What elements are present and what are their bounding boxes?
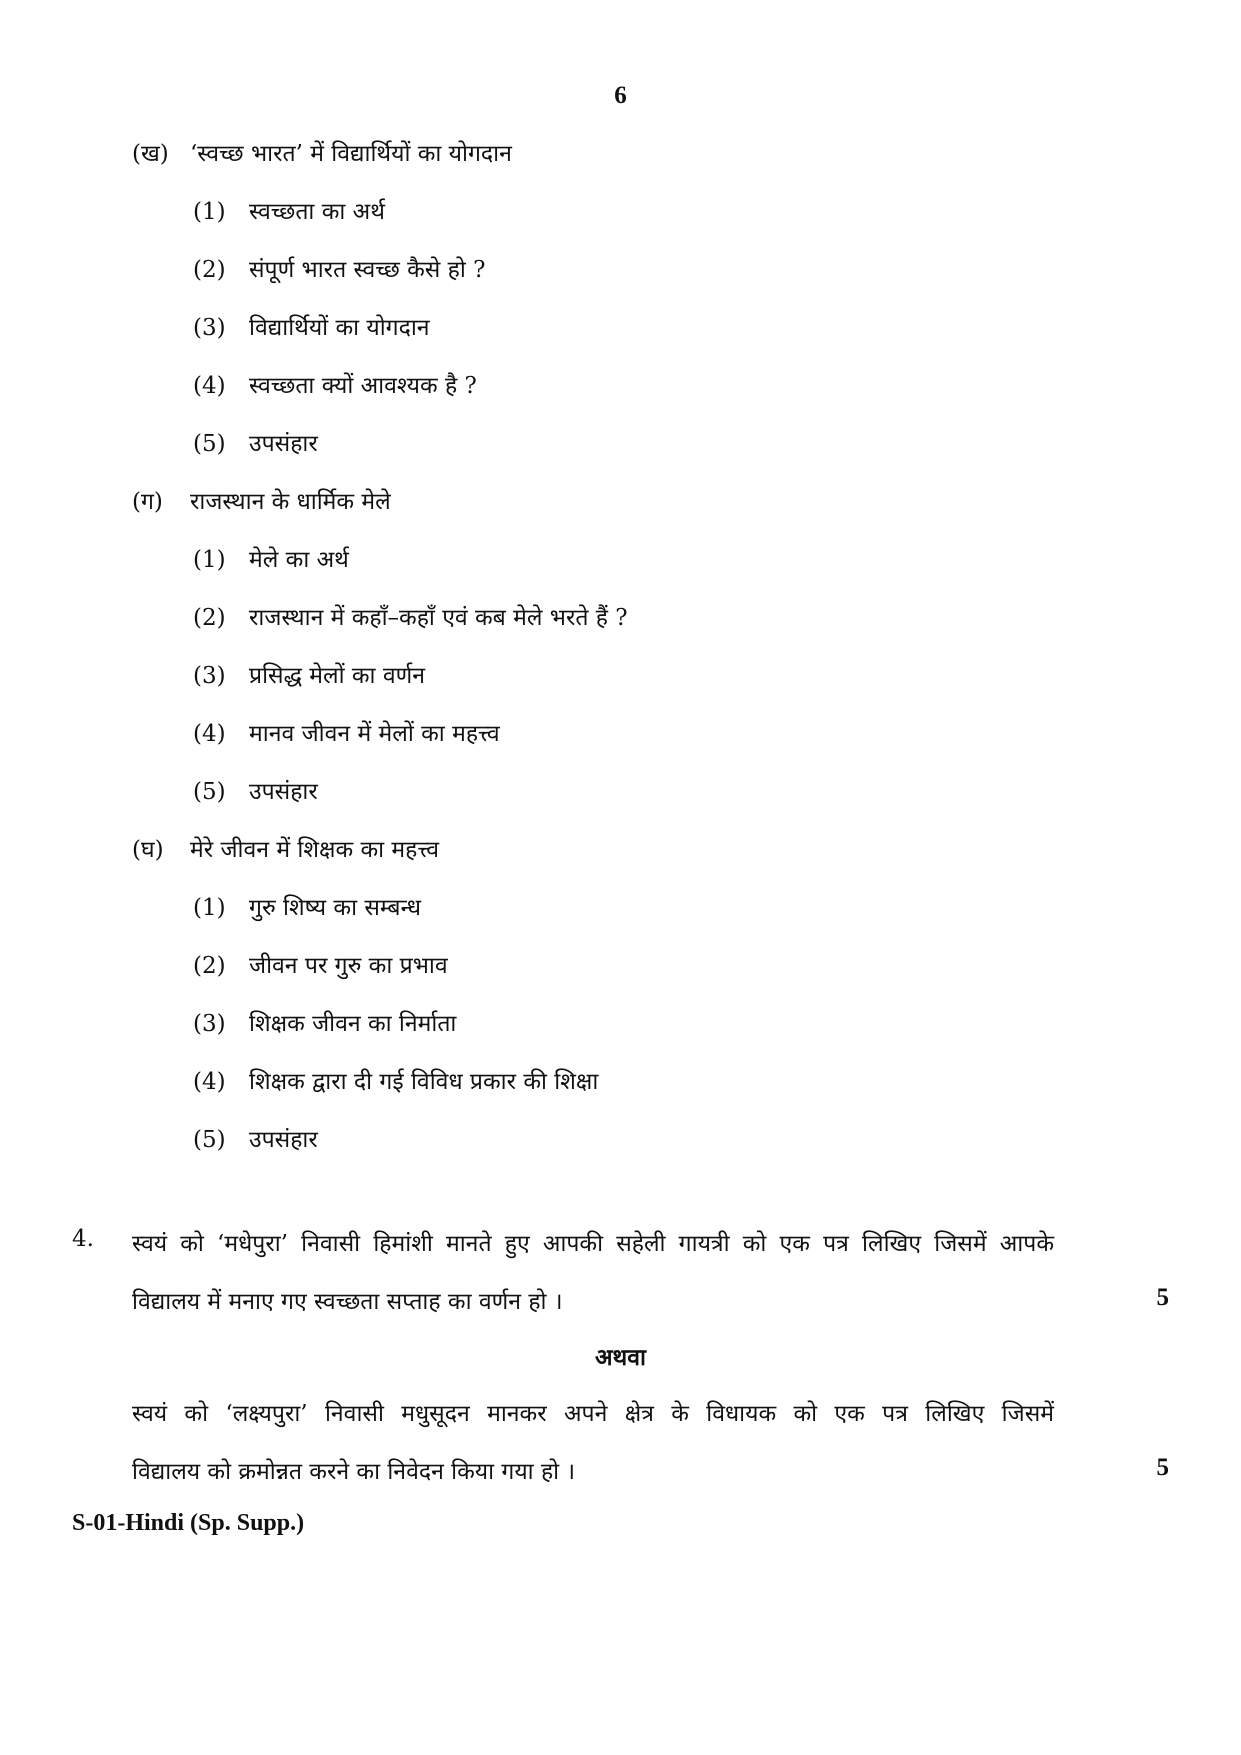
question-text-line: विद्यालय को क्रमोन्नत करने का निवेदन किया गया हो ।: [132, 1459, 576, 1485]
essay-heading-gha: [132, 832, 439, 864]
list-item: [193, 426, 318, 458]
point-text: राजस्थान में कहाँ–कहाँ एवं कब मेले भरते हैं ?: [249, 605, 628, 631]
point-number: (4): [193, 1069, 226, 1095]
point-number: (5): [193, 431, 226, 457]
list-item: [193, 890, 421, 922]
question-text-line: स्वयं को ‘मधेपुरा’ निवासी हिमांशी मानते हुए आपकी सहेली गायत्री को एक पत्र लिखिए जिसमें आपके: [132, 1231, 1054, 1257]
question-text-line: स्वयं को ‘लक्ष्यपुरा’ निवासी मधुसूदन मानकर अपने क्षेत्र के विधायक को एक पत्र लिखिए जिसमें: [132, 1401, 1054, 1427]
essay-title: ‘स्वच्छ भारत’ में विद्यार्थियों का योगदान: [190, 141, 512, 167]
list-item: [193, 1064, 598, 1096]
point-number: (2): [193, 605, 226, 631]
list-item: [193, 1006, 456, 1038]
list-item: [193, 542, 349, 574]
essay-marker: (ग): [132, 489, 163, 515]
list-item: [193, 716, 500, 748]
paper-code: S-01-Hindi (Sp. Supp.): [72, 1510, 305, 1536]
page-number: 6: [614, 82, 627, 109]
point-text: मेले का अर्थ: [249, 547, 349, 573]
point-number: (1): [193, 895, 226, 921]
essay-heading-kha: [132, 136, 512, 168]
list-item: [193, 1122, 318, 1154]
marks: 5: [1156, 1284, 1169, 1311]
essay-heading-ga: [132, 484, 391, 516]
list-item: [193, 194, 385, 226]
point-text: स्वच्छता का अर्थ: [249, 199, 385, 225]
point-text: जीवन पर गुरु का प्रभाव: [249, 953, 448, 979]
essay-title: राजस्थान के धार्मिक मेले: [190, 489, 391, 515]
list-item: [193, 600, 628, 632]
point-number: (1): [193, 547, 226, 573]
question-text-line: विद्यालय में मनाए गए स्वच्छता सप्ताह का वर्णन हो ।: [132, 1289, 563, 1315]
list-item: [193, 310, 430, 342]
point-text: प्रसिद्ध मेलों का वर्णन: [249, 663, 426, 689]
point-text: विद्यार्थियों का योगदान: [249, 315, 430, 341]
point-number: (5): [193, 1127, 226, 1153]
point-text: उपसंहार: [249, 431, 318, 457]
point-text: स्वच्छता क्यों आवश्यक है ?: [249, 373, 477, 399]
essay-title: मेरे जीवन में शिक्षक का महत्त्व: [190, 837, 440, 863]
point-text: गुरु शिष्य का सम्बन्ध: [249, 895, 422, 921]
point-number: (3): [193, 1011, 226, 1037]
list-item: [193, 658, 425, 690]
or-label: अथवा: [594, 1344, 646, 1371]
point-text: शिक्षक जीवन का निर्माता: [249, 1011, 457, 1037]
point-text: उपसंहार: [249, 1127, 318, 1153]
point-number: (4): [193, 373, 226, 399]
point-number: (4): [193, 721, 226, 747]
point-text: शिक्षक द्वारा दी गई विविध प्रकार की शिक्षा: [249, 1069, 599, 1095]
marks: 5: [1156, 1454, 1169, 1481]
list-item: [193, 774, 318, 806]
point-number: (5): [193, 779, 226, 805]
point-number: (3): [193, 315, 226, 341]
list-item: [193, 948, 448, 980]
list-item: [193, 368, 477, 400]
point-text: उपसंहार: [249, 779, 318, 805]
point-number: (1): [193, 199, 226, 225]
point-number: (2): [193, 953, 226, 979]
point-number: (2): [193, 257, 226, 283]
list-item: [193, 252, 485, 284]
question-number: 4.: [72, 1226, 94, 1252]
essay-marker: (घ): [132, 837, 164, 863]
point-text: संपूर्ण भारत स्वच्छ कैसे हो ?: [249, 257, 486, 283]
point-number: (3): [193, 663, 226, 689]
point-text: मानव जीवन में मेलों का महत्त्व: [249, 721, 500, 747]
essay-marker: (ख): [132, 141, 169, 167]
